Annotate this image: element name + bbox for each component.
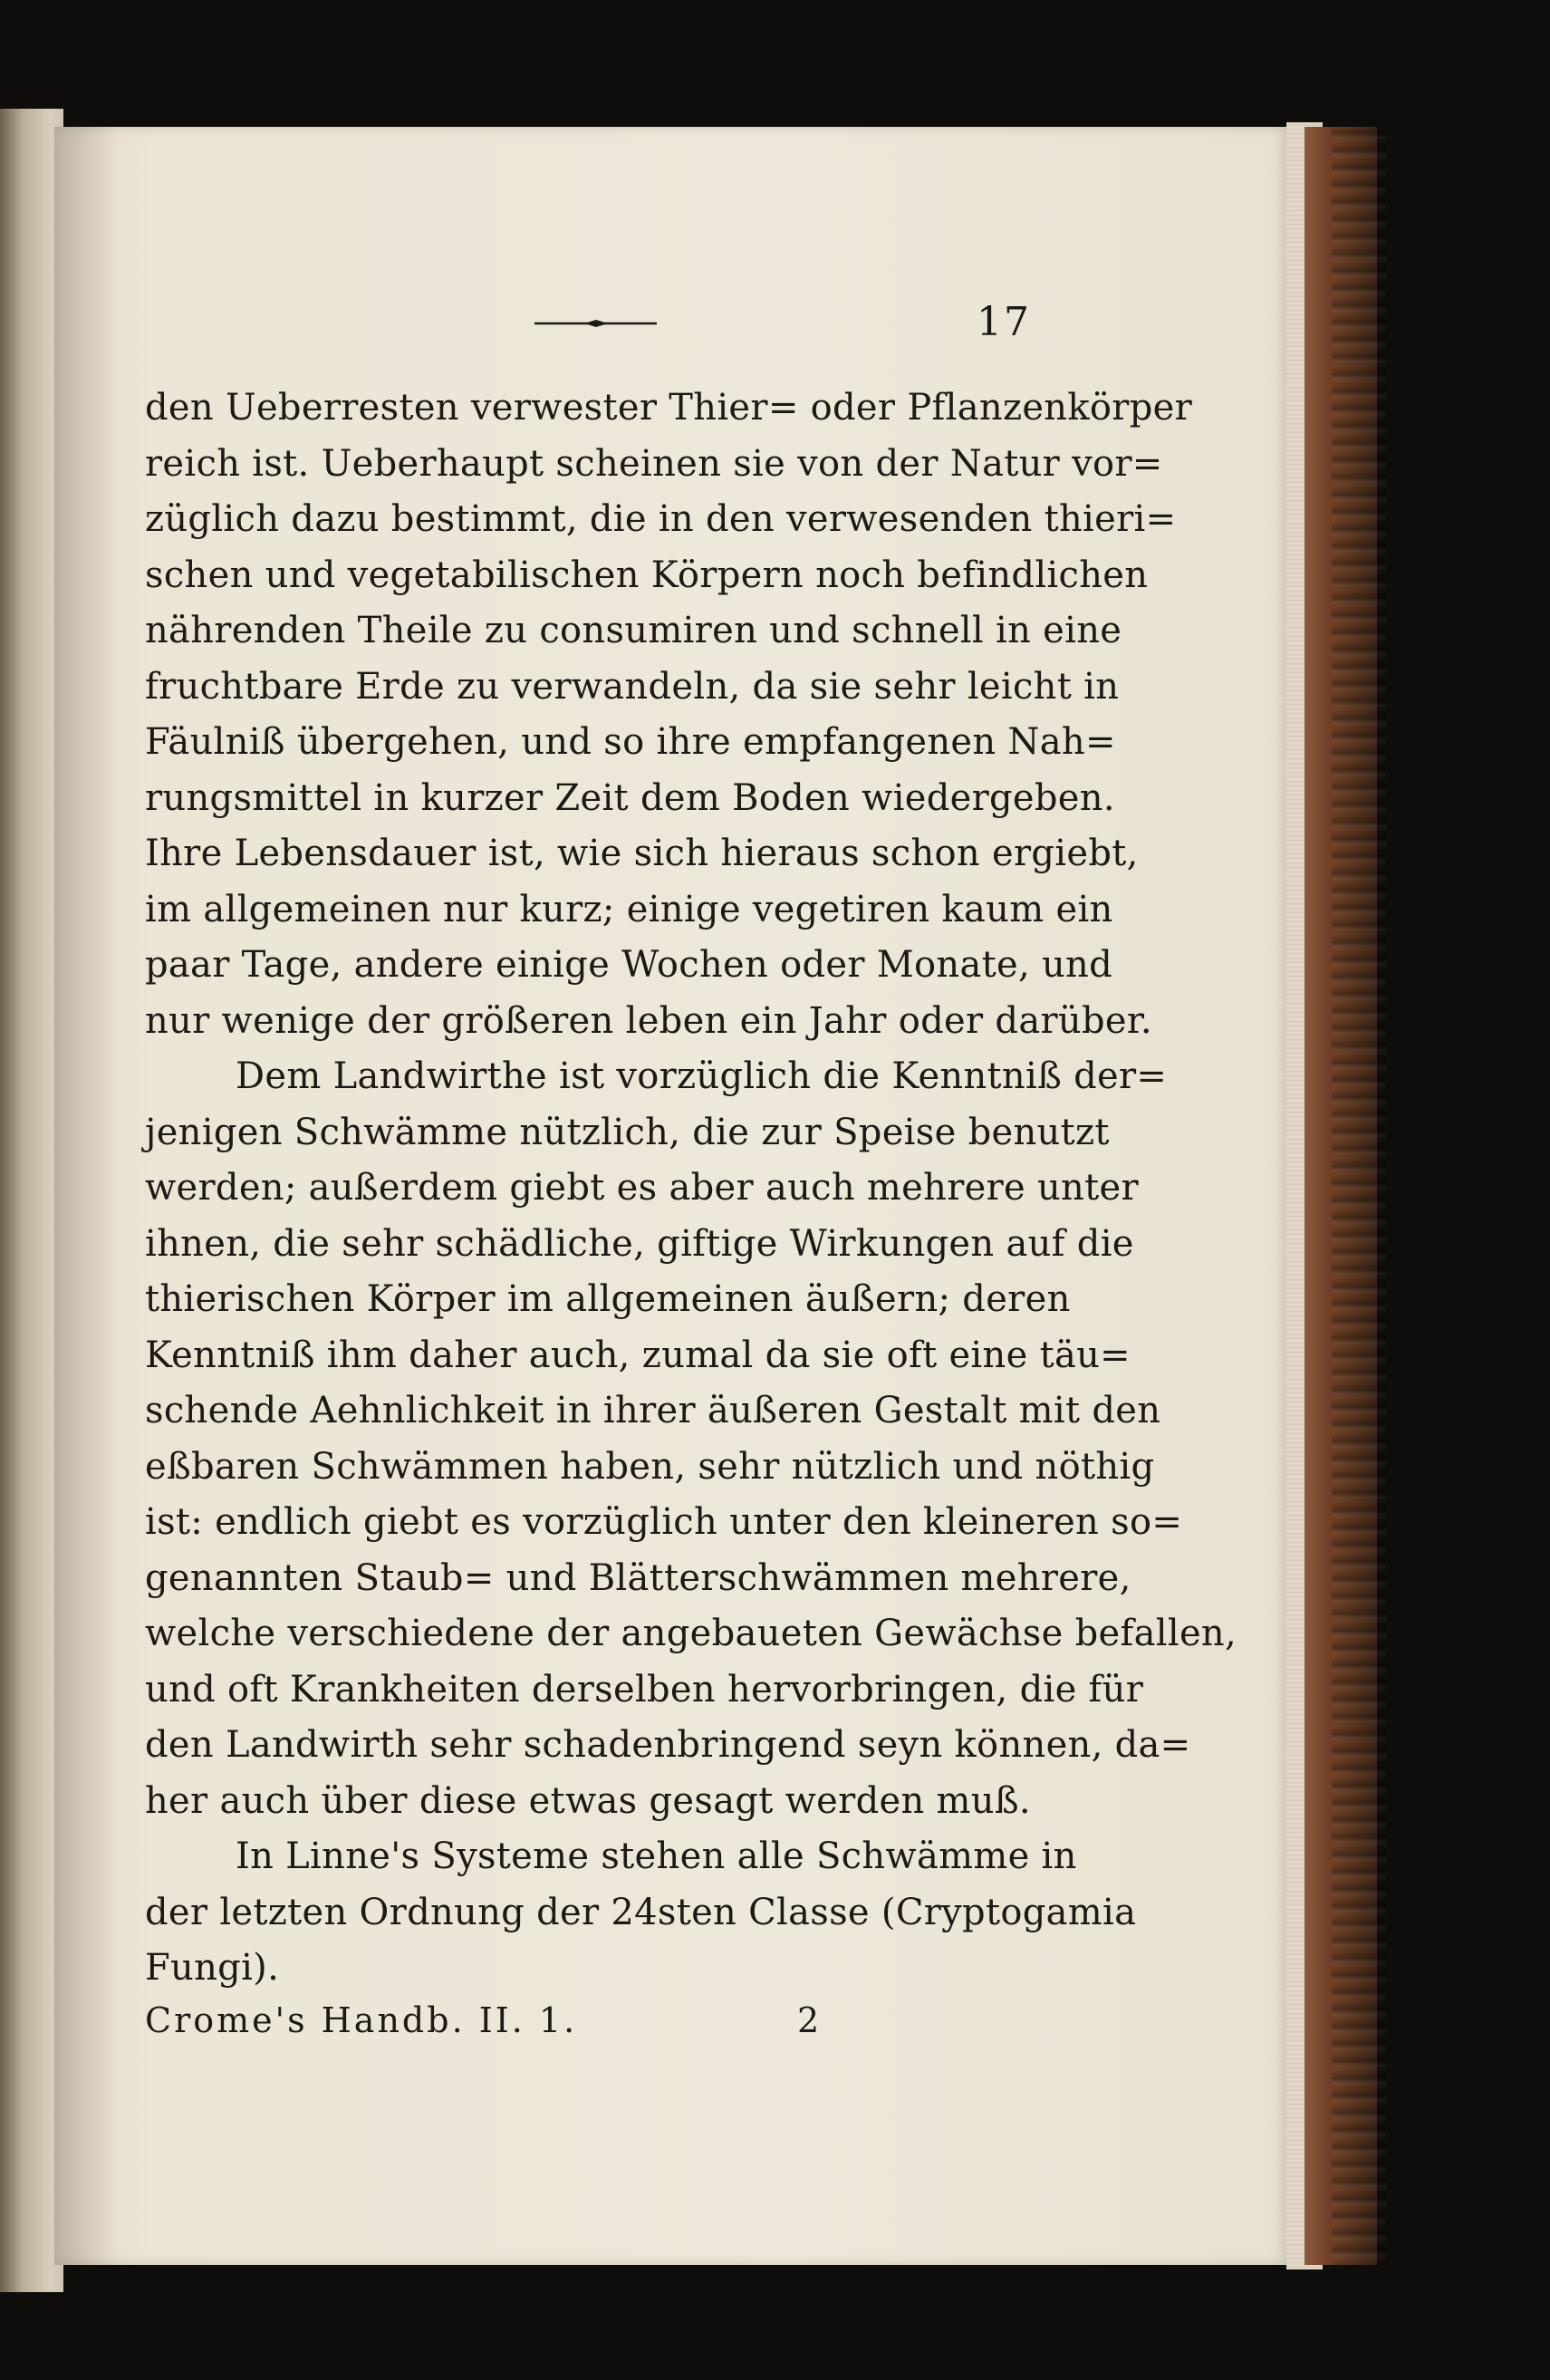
- text-line: der letzten Ordnung der 24sten Classe (Cryptogamia: [145, 1891, 1137, 1933]
- text-line: Fäulniß übergehen, und so ihre empfangenen Nah=: [145, 721, 1116, 763]
- text-line: werden; außerdem giebt es aber auch mehrere unter: [145, 1167, 1139, 1209]
- text-line: Fungi).: [145, 1947, 280, 1989]
- text-line: her auch über diese etwas gesagt werden muß.: [145, 1779, 1031, 1822]
- page-footer: [145, 1993, 833, 2048]
- text-line: schende Aehnlichkeit in ihrer äußeren Gestalt mit den: [145, 1390, 1161, 1431]
- text-line: thierischen Körper im allgemeinen äußern; deren: [145, 1278, 1071, 1320]
- body-text: [145, 381, 1237, 1997]
- cover-texture: [1332, 127, 1386, 2265]
- signature-line: Crome's Handb. II. 1.: [145, 2000, 578, 2040]
- text-line: ihnen, die sehr schädliche, giftige Wirkungen auf die: [145, 1222, 1134, 1265]
- text-line: Dem Landwirthe ist vorzüglich die Kenntniß der=: [236, 1055, 1168, 1097]
- text-line: fruchtbare Erde zu verwandeln, da sie sehr leicht in: [145, 665, 1120, 708]
- text-line: ist: endlich giebt es vorzüglich unter den kleineren so=: [145, 1501, 1183, 1543]
- text-line: rungsmittel in kurzer Zeit dem Boden wiedergeben.: [145, 776, 1115, 819]
- text-line: paar Tage, andere einige Wochen oder Monate, und: [145, 944, 1113, 986]
- text-line: und oft Krankheiten derselben hervorbringen, die für: [145, 1668, 1144, 1710]
- text-line: welche verschiedene der angebaueten Gewächse befallen,: [145, 1613, 1237, 1654]
- text-line: genannten Staub= und Blätterschwämmen mehrere,: [145, 1556, 1131, 1599]
- text-line: jenigen Schwämme nützlich, die zur Speise benutzt: [145, 1111, 1110, 1153]
- text-line: eßbaren Schwämmen haben, sehr nützlich und nöthig: [145, 1445, 1155, 1488]
- header-ornament-icon: [534, 319, 657, 328]
- text-line: züglich dazu bestimmt, die in den verwesenden thieri=: [145, 498, 1177, 540]
- signature-mark: 2: [797, 2000, 820, 2040]
- text-line: im allgemeinen nur kurz; einige vegetiren kaum ein: [145, 888, 1113, 930]
- page-number: 17: [977, 299, 1031, 345]
- text-line: nur wenige der größeren leben ein Jahr oder darüber.: [145, 999, 1152, 1042]
- text-line: Kenntniß ihm daher auch, zumal da sie oft eine täu=: [145, 1334, 1131, 1376]
- text-line: reich ist. Ueberhaupt scheinen sie von der Natur vor=: [145, 442, 1163, 485]
- text-line: In Linne's Systeme stehen alle Schwämme in: [236, 1836, 1077, 1877]
- text-line: schen und vegetabilischen Körpern noch befindlichen: [145, 554, 1149, 596]
- text-line: Ihre Lebensdauer ist, wie sich hieraus schon ergiebt,: [145, 833, 1139, 874]
- text-line: nährenden Theile zu consumiren und schnell in eine: [145, 610, 1122, 651]
- text-line: den Landwirth sehr schadenbringend seyn können, da=: [145, 1724, 1191, 1766]
- page-gutter-shadow: [54, 127, 118, 2265]
- text-line: den Ueberresten verwester Thier= oder Pflanzenkörper: [145, 387, 1193, 429]
